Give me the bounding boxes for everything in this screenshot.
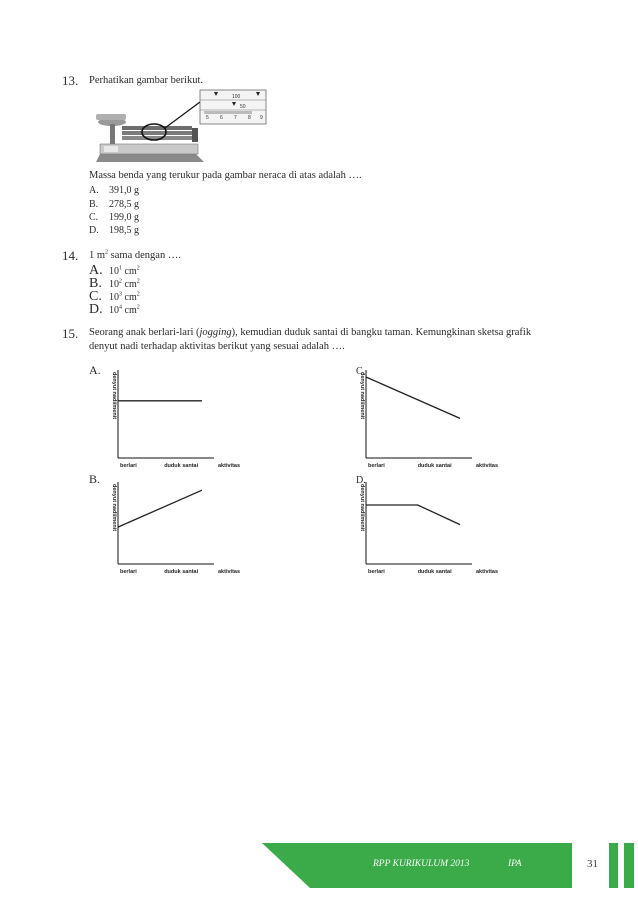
q14-option-b[interactable]: B. $10^2$ $cm^2$ xyxy=(89,276,140,291)
series-line xyxy=(366,377,460,418)
svg-text:6: 6 xyxy=(220,115,223,121)
graph-b xyxy=(104,476,254,580)
x-tick-label: duduk santai xyxy=(164,569,199,575)
y-axis-label: denyut nadi/menit xyxy=(111,372,117,420)
footer-subject: IPA xyxy=(508,859,522,869)
x-tick-label: duduk santai xyxy=(164,463,199,469)
q13-option-d[interactable] xyxy=(89,225,139,236)
option-text: 391,0 g xyxy=(109,185,139,196)
balance-figure xyxy=(92,88,272,166)
x-tick-label: berlari xyxy=(368,463,385,469)
graph-c-label[interactable]: C. xyxy=(356,366,366,377)
y-axis-label: denyut nadi/menit xyxy=(359,484,365,532)
graph-b-label[interactable]: B. xyxy=(89,472,101,486)
svg-text:8: 8 xyxy=(248,115,251,121)
option-letter: C. xyxy=(89,212,99,223)
triple-beam-balance-icon xyxy=(92,88,272,166)
x-axis-label: aktivitas xyxy=(476,569,499,575)
q13-option-c[interactable] xyxy=(89,212,139,223)
question-14-number: 14. xyxy=(62,248,79,263)
q14-option-c[interactable]: C. $10^3$ $cm^2$ xyxy=(89,289,140,304)
question-14-prompt: 1 $m^2$ sama dengan …. xyxy=(89,249,181,261)
option-letter: D. xyxy=(89,225,99,236)
graph-a-label[interactable]: A. xyxy=(89,363,101,377)
q14-option-a[interactable]: A. $10^1$ $cm^2$ xyxy=(89,263,140,278)
series-line xyxy=(366,505,460,525)
y-axis-label: denyut nadi/menit xyxy=(359,372,365,420)
question-15-line-2: denyut nadi terhadap aktivitas berikut yang sesuai adalah …. xyxy=(89,341,345,352)
graph-c xyxy=(352,364,512,474)
footer-band xyxy=(0,843,638,903)
page-number: 31 xyxy=(587,858,598,870)
svg-text:5: 5 xyxy=(206,115,209,121)
option-letter: A. xyxy=(89,185,99,196)
question-15-line-1: Seorang anak berlari-lari (jogging), kemudian duduk santai di bangku taman. Kemungkinan sketsa grafik xyxy=(89,327,532,338)
x-axis-label: aktivitas xyxy=(218,569,241,575)
option-letter: B. xyxy=(89,276,102,291)
option-text: 198,5 g xyxy=(109,225,139,236)
question-13-number: 13. xyxy=(62,73,79,88)
svg-text:100: 100 xyxy=(232,94,241,100)
x-tick-label: berlari xyxy=(120,463,137,469)
graph-a xyxy=(104,364,254,474)
q13-option-b[interactable] xyxy=(89,199,139,210)
footer-title: RPP KURIKULUM 2013 xyxy=(373,859,470,869)
option-letter: C. xyxy=(89,289,102,304)
question-13-text: Massa benda yang terukur pada gambar neraca di atas adalah …. xyxy=(89,170,362,181)
svg-text:9: 9 xyxy=(260,115,263,121)
graph-d xyxy=(352,476,512,580)
q14-option-d[interactable]: D. $10^4$ $cm^2$ xyxy=(89,302,140,317)
q13-option-a[interactable] xyxy=(89,185,139,196)
question-13-prompt: Perhatikan gambar berikut. xyxy=(89,75,204,86)
x-tick-label: berlari xyxy=(120,569,137,575)
svg-text:50: 50 xyxy=(240,104,246,110)
x-axis-label: aktivitas xyxy=(476,463,499,469)
question-15-number: 15. xyxy=(62,326,79,341)
option-letter: B. xyxy=(89,199,99,210)
option-text: 199,0 g xyxy=(109,212,139,223)
option-text: 278,5 g xyxy=(109,199,139,210)
x-tick-label: duduk santai xyxy=(417,463,452,469)
x-axis-label: aktivitas xyxy=(218,463,241,469)
option-letter: D. xyxy=(89,302,103,317)
series-line xyxy=(118,490,202,527)
option-letter: A. xyxy=(89,263,103,278)
x-tick-label: berlari xyxy=(368,569,385,575)
x-tick-label: duduk santai xyxy=(417,569,452,575)
svg-text:7: 7 xyxy=(234,115,237,121)
graph-d-label[interactable]: D. xyxy=(356,475,366,486)
y-axis-label: denyut nadi/menit xyxy=(111,484,117,532)
